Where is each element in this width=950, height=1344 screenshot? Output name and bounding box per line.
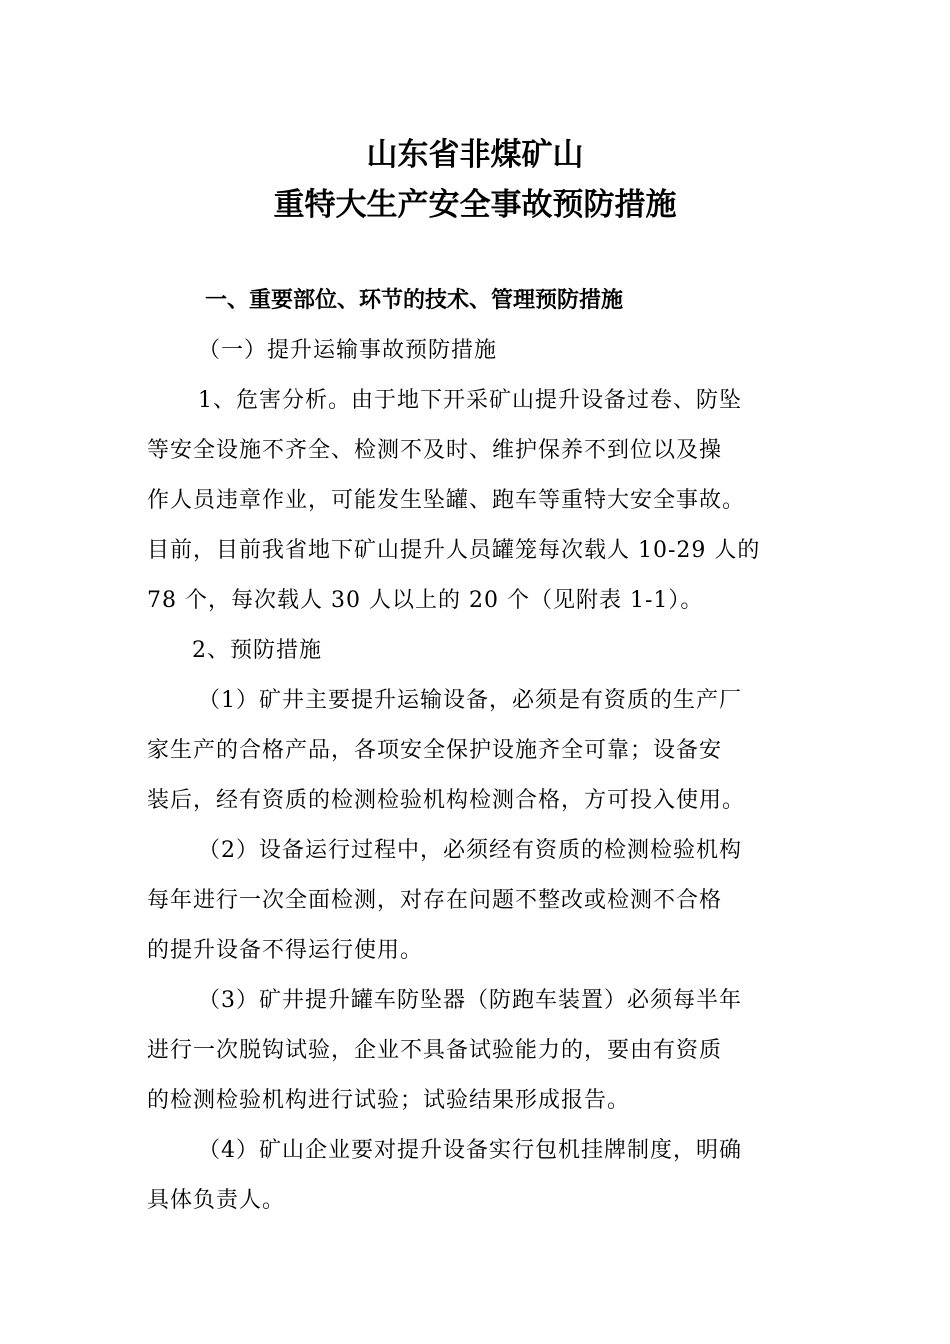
section-heading: 一、重要部位、环节的技术、管理预防措施 <box>205 288 624 313</box>
body-line: 2、预防措施 <box>192 638 322 663</box>
body-line: 家生产的合格产品，各项安全保护设施齐全可靠；设备安 <box>147 738 723 763</box>
body-line: 装后，经有资质的检测检验机构检测合格，方可投入使用。 <box>147 788 746 813</box>
body-line: 目前，目前我省地下矿山提升人员罐笼每次载人 10-29 人的 <box>147 538 761 563</box>
body-line: 78 个，每次载人 30 人以上的 20 个（见附表 1-1）。 <box>147 588 704 613</box>
body-line: 作人员违章作业，可能发生坠罐、跑车等重特大安全事故。 <box>147 488 746 513</box>
body-line: （3）矿井提升罐车防坠器（防跑车装置）必须每半年 <box>198 988 742 1013</box>
body-line: 的提升设备不得运行使用。 <box>147 938 424 963</box>
document-title-line2: 重特大生产安全事故预防措施 <box>273 187 677 223</box>
body-line: 每年进行一次全面检测，对存在问题不整改或检测不合格 <box>147 888 723 913</box>
document-title-line1: 山东省非煤矿山 <box>366 137 584 173</box>
body-line: （1）矿井主要提升运输设备，必须是有资质的生产厂 <box>198 688 742 713</box>
body-line: 的检测检验机构进行试验；试验结果形成报告。 <box>147 1088 631 1113</box>
body-line: 进行一次脱钩试验，企业不具备试验能力的，要由有资质 <box>147 1038 723 1063</box>
body-line: （4）矿山企业要对提升设备实行包机挂牌制度，明确 <box>198 1138 742 1163</box>
body-line: 具体负责人。 <box>147 1188 286 1213</box>
body-line: （2）设备运行过程中，必须经有资质的检测检验机构 <box>198 838 742 863</box>
body-line: 1、危害分析。由于地下开采矿山提升设备过卷、防坠 <box>198 388 742 413</box>
body-line: 等安全设施不齐全、检测不及时、维护保养不到位以及操 <box>147 438 723 463</box>
subsection-heading: （一）提升运输事故预防措施 <box>198 338 498 363</box>
